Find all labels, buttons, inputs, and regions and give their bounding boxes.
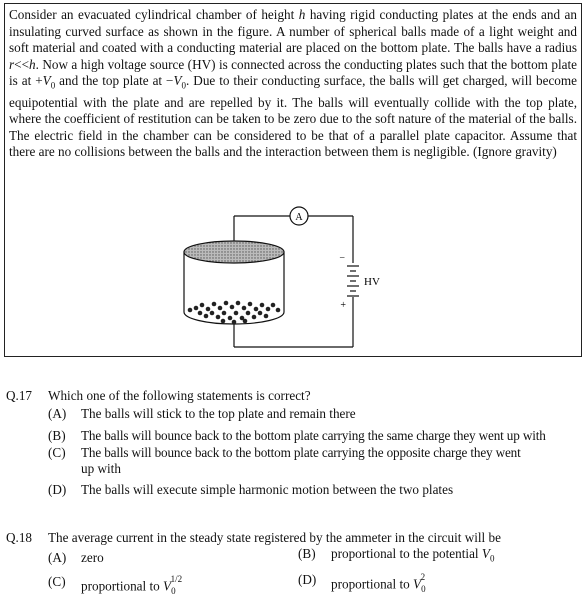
question-stem: The average current in the steady state registered by the ammeter in the circuit will be	[48, 530, 501, 545]
question-number: Q.17	[6, 388, 33, 403]
minus-sign: −	[339, 253, 345, 264]
cylinder-chamber	[184, 241, 284, 324]
passage-text: Consider an evacuated cylindrical chamber of height h having rigid conducting plates at the ends and an insulating curved surface as shown in the figure. A number of spherical balls made of a light weight and soft material and coated with a conducting material are placed on the bottom plate. The balls have a radius r<<h. Now a high voltage source (HV) is connected across the conducting plates such that the bottom plate is at $+V_0$ and the top plate at $-V_0$. Due to their conducting surface, the balls will get charged, will become equipotential with the plate and are repelled by it. The balls will eventually collide with the top plate, where the coefficient of restitution can be taken to be zero due to the soft nature of the material of the balls. The electric field in the chamber can be considered to be that of a parallel plate capacitor. Assume that there are no collisions between the balls and the interaction between them is negligible. (Ignore gravity)	[9, 7, 577, 160]
ammeter-label: A	[295, 212, 303, 223]
hv-battery	[347, 266, 359, 296]
ammeter	[290, 207, 308, 225]
question-stem: Which one of the following statements is correct?	[48, 388, 311, 403]
plus-sign: +	[340, 300, 346, 311]
circuit-figure	[176, 200, 396, 352]
question-number: Q.18	[6, 530, 33, 545]
hv-label: HV	[364, 276, 380, 288]
top-plate	[184, 241, 284, 263]
